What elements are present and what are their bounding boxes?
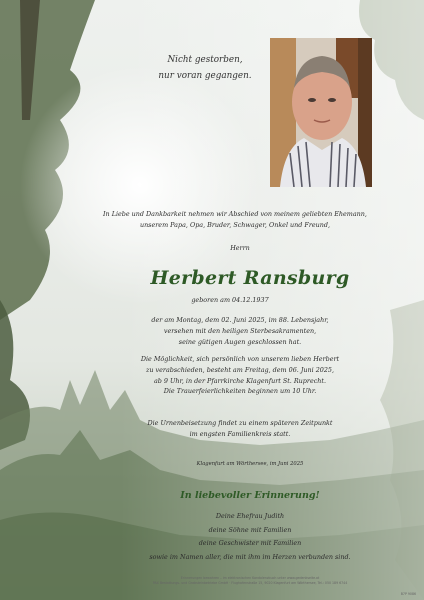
farewell-paragraph xyxy=(100,354,380,397)
family-list xyxy=(110,510,390,564)
document-code: B7P 9086 xyxy=(400,592,416,596)
quote xyxy=(150,52,260,84)
paragraph-line: Die Trauerfeierlichkeiten beginnen um 10 Uhr. xyxy=(163,387,317,396)
paragraph-line: Die Möglichkeit, sich persönlich von unserem lieben Herbert xyxy=(140,355,340,363)
intro-line: In Liebe und Dankbarkeit nehmen wir Abschied von meinem geliebten Ehemann, xyxy=(103,210,367,218)
paragraph-line: Die Urnenbeisetzung findet zu einem späteren Zeitpunkt xyxy=(147,419,333,427)
death-paragraph xyxy=(100,315,380,347)
quote-line: Nicht gestorben, xyxy=(167,55,243,65)
urn-paragraph xyxy=(100,418,380,440)
paragraph-line: versehen mit den heiligen Sterbesakramenten, xyxy=(163,326,317,335)
family-line: sowie im Namen aller, die mit ihm im Herzen verbunden sind. xyxy=(149,552,351,561)
paragraph-line: seine gütigen Augen geschlossen hat. xyxy=(178,337,302,346)
paragraph-line: zu verabschieden, besteht am Freitag, dem 06. Juni 2025, xyxy=(145,365,334,374)
deceased-name: Herbert Ransburg xyxy=(150,267,350,289)
paragraph-line: im engsten Familienkreis statt. xyxy=(189,429,291,438)
footer-line: Erinnerungen bewahren – im elektronischen Kondolenzbuch unter www.gedenkseite.at xyxy=(180,576,320,580)
remembrance-heading: In liebevoller Erinnerung! xyxy=(180,490,320,501)
paragraph-line: der am Montag, dem 02. Juni 2025, im 88. Lebensjahr, xyxy=(151,316,329,324)
portrait-photo xyxy=(270,38,372,187)
paragraph-line: ab 9 Uhr, in der Pfarrkirche Klagenfurt St. Ruprecht. xyxy=(153,376,327,385)
family-line: deine Geschwister mit Familien xyxy=(198,539,302,548)
honorific: Herrn xyxy=(230,244,250,252)
birth-date: geboren am 04.12.1937 xyxy=(191,296,269,304)
quote-line: nur voran gegangen. xyxy=(158,71,252,81)
family-line: Deine Ehefrau Judith xyxy=(215,512,285,520)
place-date: Klagenfurt am Wörthersee, im Juni 2025 xyxy=(196,461,304,467)
footer-text xyxy=(100,576,400,586)
family-line: deine Söhne mit Familien xyxy=(208,525,292,534)
footer-line: PAX Bestattungs- und Grabsteinbetriebe GmbH · Flughafenstraße 15, 9020 Klagenfurt am Wörthersee, Tel.: 050 189 6744 xyxy=(152,581,348,585)
intro-text xyxy=(70,209,400,231)
intro-line: unserem Papa, Opa, Bruder, Schwager, Onkel und Freund, xyxy=(139,221,331,229)
